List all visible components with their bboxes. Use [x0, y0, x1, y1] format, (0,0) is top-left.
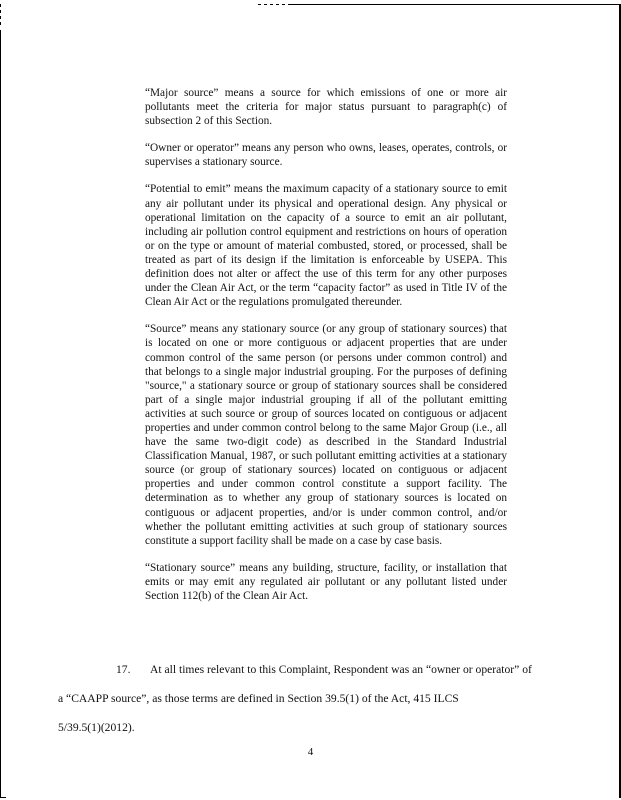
- scan-border-top-dashed: [258, 4, 288, 5]
- definition-major-source: “Major source” means a source for which emissions of one or more air pollutants meet the criteria for major status pursuant to paragraph(c) of subsection 2 of this Section.: [145, 87, 507, 128]
- scan-border-left: [0, 30, 1, 798]
- paragraph-17: [58, 655, 532, 742]
- paragraph-line: 5/39.5(1)(2012).: [58, 721, 135, 734]
- paragraph-number: 17.: [116, 663, 131, 676]
- scan-border-top: [288, 4, 621, 5]
- definition-stationary-source: “Stationary source” means any building, structure, facility, or installation that emits or may emit any regulated air pollutant or any pollutant listed under Section 112(b) of the Clean Air Act.: [145, 561, 507, 602]
- definition-source: “Source” means any stationary source (or any group of stationary sources) that is located on one or more contiguous or adjacent properties that are under common control of the same person (or persons under common control) and that belongs to a single major industrial grouping. For the purposes of defining "source," a stationary source or group of stationary sources shall be considered part of a single major industrial grouping if all of the pollutant emitting activities at such source or group of sources located on contiguous or adjacent properties and under common control belong to the same Major Group (i.e., all have the same two-digit code) as described in the Standard Industrial Classification Manual, 1987, or such pollutant emitting activities at a stationary source (or group of stationary sources) located on contiguous or adjacent properties and under common control constitute a support facility. The determination as to whether any group of stationary sources is located on contiguous or adjacent properties, and/or is under common control, and/or whether the pollutant emitting activities at such group of stationary sources constitute a support facility shall be made on a case by case basis.: [145, 323, 507, 547]
- definitions-block: [145, 86, 507, 616]
- scan-border-bottom: [0, 797, 6, 798]
- paragraph-line-text: At all times relevant to this Complaint, Respondent was an “owner or operator” of: [150, 663, 532, 676]
- page-number: 4: [307, 746, 314, 758]
- paragraph-line: [58, 655, 532, 684]
- paragraph-line: a “CAAPP source”, as those terms are defined in Section 39.5(1) of the Act, 415 ILCS: [58, 692, 459, 705]
- definition-potential-to-emit: “Potential to emit” means the maximum capacity of a stationary source to emit any air pollutant under its physical and operational design. Any physical or operational limitation on the capacity of a source to emit an air pollutant, including air pollution control equipment and restrictions on hours of operation or on the type or amount of material combusted, stored, or processed, shall be treated as part of its design if the limitation is enforceable by USEPA. This definition does not alter or affect the use of this term for any other purposes under the Clean Air Act, or the term “capacity factor” as used in Title IV of the Clean Air Act or the regulations promulgated thereunder.: [145, 183, 507, 309]
- definition-owner-or-operator: “Owner or operator” means any person who owns, leases, operates, controls, or supervises a stationary source.: [145, 142, 507, 169]
- scan-border-left-dashed: [0, 4, 1, 28]
